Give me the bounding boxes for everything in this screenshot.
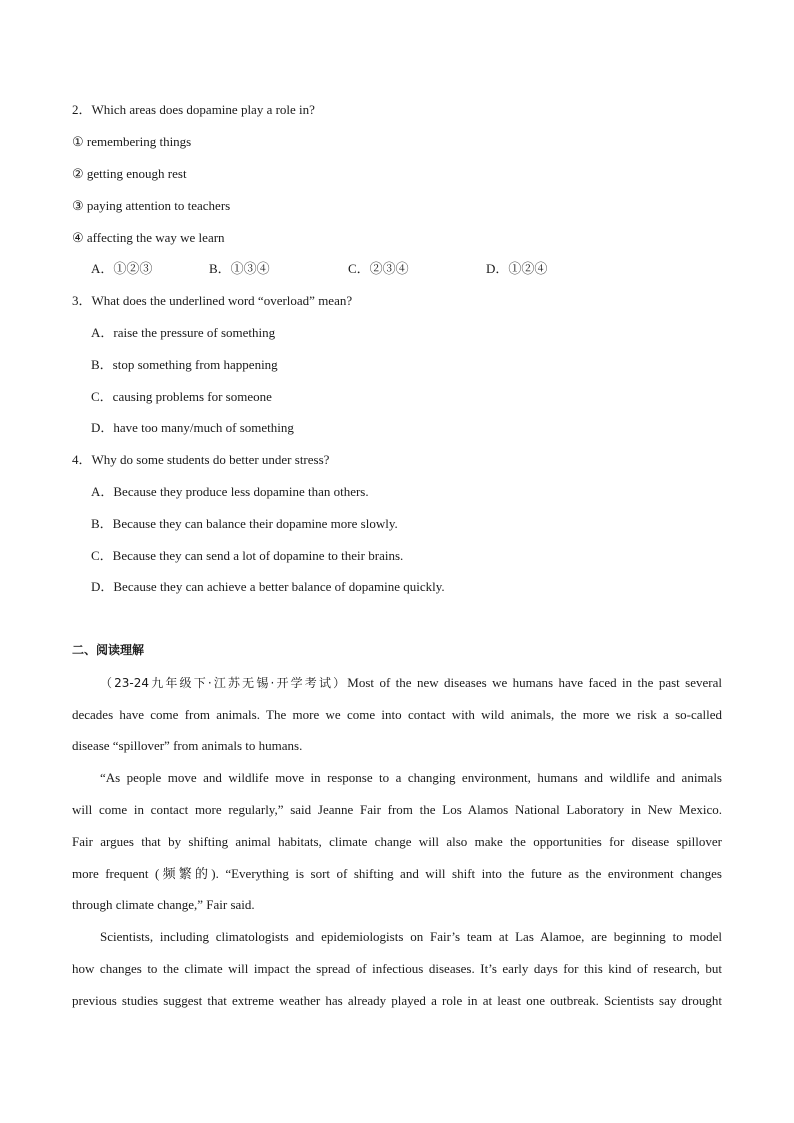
question-3-stem: 3．What does the underlined word “overload” mean? — [72, 293, 353, 308]
choice-a: A．①②③ — [91, 261, 153, 276]
choice-a: A．Because they produce less dopamine than others. — [91, 484, 369, 499]
paragraph-line: disease “spillover” from animals to humans. — [72, 738, 303, 753]
source-label: （23-24九年级下·江苏无锡·开学考试） — [100, 676, 348, 690]
paragraph-line: how changes to the climate will impact the spread of infectious diseases. It’s early days for this kind of research, but — [72, 961, 722, 976]
option-item-2: ② getting enough rest — [72, 166, 187, 181]
option-item-1: ① remembering things — [72, 134, 192, 149]
choice-c: C．causing problems for someone — [91, 389, 272, 404]
option-item-4: ④ affecting the way we learn — [72, 230, 225, 245]
choice-c: C．Because they can send a lot of dopamine to their brains. — [91, 548, 404, 563]
paragraph-line: decades have come from animals. The more we come into contact with wild animals, the more we risk a so-called — [72, 707, 722, 722]
paragraph-line: previous studies suggest that extreme weather has already played a role in at least one outbreak. Scientists say drought — [72, 993, 722, 1008]
paragraph-line: more frequent (频繁的). “Everything is sort of shifting and will shift into the future as the environment changes — [72, 866, 722, 881]
choice-c: C．②③④ — [348, 261, 409, 276]
section-title: 二、阅读理解 — [72, 643, 145, 657]
choice-d: D．Because they can achieve a better balance of dopamine quickly. — [91, 579, 445, 594]
question-2-stem: 2．Which areas does dopamine play a role in? — [72, 102, 315, 117]
choice-a: A．raise the pressure of something — [91, 325, 276, 340]
choice-d: D．have too many/much of something — [91, 420, 294, 435]
choice-b: B．Because they can balance their dopamine more slowly. — [91, 516, 398, 531]
paragraph-line: “As people move and wildlife move in response to a changing environment, humans and wildlife and animals — [100, 770, 722, 785]
question-2-choices — [0, 261, 794, 277]
choice-b: B．stop something from happening — [91, 357, 278, 372]
paragraph-line: will come in contact more regularly,” said Jeanne Fair from the Los Alamos National Laboratory in New Mexico. — [72, 802, 722, 817]
choice-d: D．①②④ — [486, 261, 548, 276]
question-4-stem: 4．Why do some students do better under stress? — [72, 452, 330, 467]
paragraph-text: Most of the new diseases we humans have faced in the past several — [347, 675, 722, 690]
paragraph-line — [100, 675, 722, 691]
paragraph-line: Scientists, including climatologists and epidemiologists on Fair’s team at Las Alamoe, are beginning to model — [100, 929, 722, 944]
paragraph-line: Fair argues that by shifting animal habitats, climate change will also make the opportunities for disease spillover — [72, 834, 722, 849]
choice-b: B．①③④ — [209, 261, 270, 276]
paragraph-line: through climate change,” Fair said. — [72, 897, 255, 912]
option-item-3: ③ paying attention to teachers — [72, 198, 231, 213]
